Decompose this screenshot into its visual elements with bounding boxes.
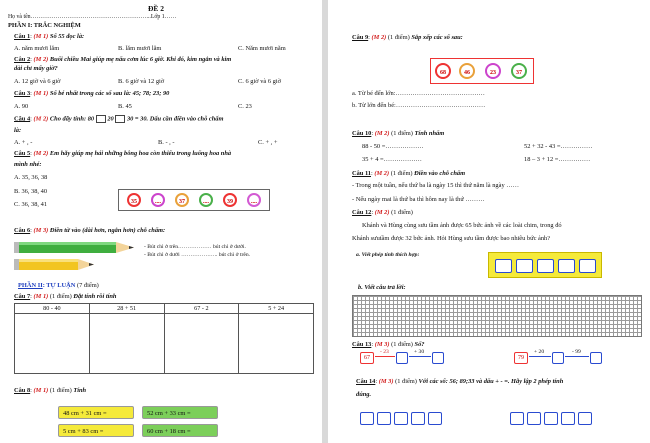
q13-answer-2a[interactable] [552, 352, 564, 364]
q7-work-cell[interactable] [239, 314, 314, 374]
q4-text-part-b: 20 [107, 115, 114, 123]
q12-level: (M 2) [374, 209, 390, 216]
q7-cell: 67 - 2 [164, 304, 239, 314]
part2-points: (7 điểm) [76, 282, 99, 289]
q5-text-line2: mình nhé: [14, 161, 42, 168]
q14-text-line2: đúng. [356, 391, 372, 398]
q13-number: Câu 13 [352, 341, 372, 348]
q3-option-b[interactable]: B. 45 [118, 103, 132, 110]
q8-text: Tính [73, 387, 87, 394]
q14-text-line1: Với các số: 56; 89;33 và dấu + - =. Hãy lập 2 phép tính [418, 378, 564, 385]
q11-line1[interactable]: - Trong một tuần, nếu thứ ba là ngày 15 thì thứ năm là ngày …… [352, 182, 520, 189]
q13-answer-1b[interactable] [432, 352, 444, 364]
q13-op-2a: + 20 [534, 349, 545, 355]
q13-answer-1a[interactable] [396, 352, 408, 364]
q12-box-5[interactable] [579, 259, 596, 273]
q9-number-frame [430, 58, 534, 84]
q7-text: Đặt tính rồi tính [73, 293, 117, 300]
q6-number: Câu 6 [14, 227, 31, 234]
flower-6[interactable]: .... [247, 193, 261, 207]
part2-title: : TỰ LUẬN [42, 282, 76, 289]
q5-option-c[interactable]: C. 36, 38, 41 [14, 201, 48, 208]
q10-prompt: Câu 10: (M 2) (1 điểm) Tính nhẩm [352, 130, 445, 137]
q3-number: Câu 3 [14, 90, 31, 97]
q3-option-c[interactable]: C. 23 [238, 103, 252, 110]
arrow-right-icon [529, 356, 551, 357]
q13-points: (1 điểm) [391, 341, 413, 348]
q5-text-line1: Em hãy giúp mẹ hái những bông hoa còn thiếu trong luống hoa nhà [49, 150, 232, 157]
q1-option-a[interactable]: A. năm mươi lăm [14, 45, 60, 52]
q5-number: Câu 5 [14, 150, 31, 157]
flower-4[interactable]: .... [199, 193, 213, 207]
q1-level: (M 1) [33, 33, 49, 40]
q7-header-row [15, 304, 314, 314]
q9-circle-1: 68 [435, 63, 451, 79]
q1-prompt: Câu 1: (M 1) Số 55 đọc là: [14, 33, 85, 40]
q5-option-a[interactable]: A. 35, 36, 38 [14, 174, 48, 181]
q14-box[interactable] [411, 412, 425, 425]
q14-box[interactable] [377, 412, 391, 425]
q9-answer-a[interactable]: a. Từ bé đến lớn:…………………………………… [352, 90, 485, 97]
q12-box-2[interactable] [516, 259, 533, 273]
q4-option-b[interactable]: B. - , - [158, 139, 175, 146]
q12-number: Câu 12 [352, 209, 372, 216]
q14-box[interactable] [578, 412, 592, 425]
q14-prompt: Câu 14: (M 3) (1 điểm) Với các số: 56; 89;33 và dấu + - =. Hãy lập 2 phép tính [356, 378, 564, 385]
q9-circle-3: 23 [485, 63, 501, 79]
q11-text: Điền vào chỗ chấm [414, 170, 466, 177]
q12-box-1[interactable] [495, 259, 512, 273]
q13-start-2: 79 [514, 352, 528, 364]
q10-number: Câu 10 [352, 130, 372, 137]
q11-line2[interactable]: - Nếu ngày mai là thứ ba thì hôm nay là thứ ……… [352, 196, 485, 203]
q7-cell: 80 - 40 [15, 304, 90, 314]
q14-box[interactable] [394, 412, 408, 425]
q4-option-a[interactable]: A. + , - [14, 139, 33, 146]
q12-part-a: a. Viết phép tính thích hợp: [356, 252, 420, 258]
q9-level: (M 2) [371, 34, 387, 41]
q2-text-line2: dài chỉ mấy giờ? [14, 65, 58, 72]
q10-expr-2[interactable]: 52 + 32 - 43 =…………… [524, 143, 593, 150]
q2-level: (M 2) [33, 56, 49, 63]
q5-prompt: Câu 5: (M 2) Em hãy giúp mẹ hái những bông hoa còn thiếu trong luống hoa nhà [14, 150, 232, 157]
q12-part-b: b. Viết câu trả lời: [358, 284, 406, 291]
q8-level: (M 1) [33, 387, 49, 394]
q9-circle-2: 46 [459, 63, 475, 79]
q12-prompt: Câu 12: (M 2) (1 điểm) [352, 209, 413, 216]
q3-text: Số bé nhất trong các số sau là: 45; 78; 23; 90 [49, 90, 170, 97]
q4-prompt: Câu 4: (M 2) Cho dãy tính: 80 20 30 = 30. Dấu cần điền vào chỗ chấm [14, 115, 224, 123]
q5-option-b[interactable]: B. 36, 38, 40 [14, 188, 48, 195]
q7-work-cell[interactable] [164, 314, 239, 374]
q7-cell: 28 + 51 [89, 304, 164, 314]
q14-box[interactable] [428, 412, 442, 425]
q7-table [14, 303, 314, 374]
q6-prompt: Câu 6: (M 3) Điền từ vào (dài hơn, ngắn hơn) chỗ chấm: [14, 227, 166, 234]
q2-option-a[interactable]: A. 12 giờ và 6 giờ [14, 78, 61, 85]
q3-option-a[interactable]: A. 90 [14, 103, 29, 110]
q6-text: Điền từ vào (dài hơn, ngắn hơn) chỗ chấm: [49, 227, 166, 234]
part2-label: PHẦN II [18, 282, 43, 289]
q11-number: Câu 11 [352, 170, 371, 177]
q1-text: Số 55 đọc là: [49, 33, 85, 40]
arrow-right-icon [375, 356, 395, 357]
q12-equation-frame [488, 252, 602, 278]
q8-prompt: Câu 8: (M 1) (1 điểm) Tính [14, 387, 87, 394]
q7-level: (M 1) [33, 293, 49, 300]
q8-points: (1 điểm) [49, 387, 72, 394]
q9-answer-b[interactable]: b. Từ lớn đến bé:…………………………………… [352, 102, 486, 109]
q8-number: Câu 8 [14, 387, 31, 394]
q14-box[interactable] [510, 412, 524, 425]
q13-op-2b: - 99 [572, 349, 581, 355]
q9-points: (1 điểm) [387, 34, 410, 41]
q10-text: Tính nhẩm [414, 130, 445, 137]
q10-expr-4[interactable]: 18 – 3 + 12 =…………… [524, 156, 591, 163]
q12-box-3[interactable] [537, 259, 554, 273]
q7-prompt: Câu 7: (M 1) (1 điểm) Đặt tính rồi tính [14, 293, 117, 300]
q12-text-line2: Khánh sưutầm được 32 bức ảnh. Hỏi Hùng sưu tầm được bao nhiêu bức ảnh? [352, 235, 551, 242]
arrow-right-icon [409, 356, 431, 357]
q6-level: (M 3) [33, 227, 49, 234]
q8-expr-4[interactable]: 60 cm + 18 cm = [142, 424, 218, 437]
q9-number: Câu 9 [352, 34, 369, 41]
q8-expr-3[interactable]: 5 cm + 83 cm = [58, 424, 134, 437]
q2-option-c[interactable]: C. 6 giờ và 6 giờ [238, 78, 281, 85]
q11-prompt: Câu 11: (M 2) (1 điểm) Điền vào chỗ chấm [352, 170, 466, 177]
q4-text-line2: là: [14, 127, 22, 134]
q14-box[interactable] [360, 412, 374, 425]
flower-3: 37 [175, 193, 189, 207]
q14-box[interactable] [544, 412, 558, 425]
flower-1: 35 [127, 193, 141, 207]
q13-start-1: 67 [360, 352, 374, 364]
q8-expr-2[interactable]: 52 cm + 33 cm = [142, 406, 218, 419]
q3-level: (M 1) [33, 90, 49, 97]
q10-expr-1[interactable]: 88 - 50 =……………… [362, 143, 424, 150]
q1-option-c[interactable]: C. Năm mươi năm [238, 45, 286, 52]
q7-points: (1 điểm) [49, 293, 72, 300]
q14-box[interactable] [561, 412, 575, 425]
q12-answer-grid[interactable] [352, 295, 642, 337]
q4-option-c[interactable]: C. + , + [258, 139, 278, 146]
q4-text-part-c: 30 = 30. Dấu cần điền vào chỗ chấm [126, 115, 224, 123]
part2-heading [18, 282, 99, 289]
q5-level: (M 2) [33, 150, 49, 157]
q2-option-b[interactable]: B. 6 giờ và 12 giờ [118, 78, 165, 85]
q12-points: (1 điểm) [391, 209, 413, 216]
arrow-right-icon [565, 356, 589, 357]
q1-number: Câu 1 [14, 33, 31, 40]
flower-2[interactable]: .... [151, 193, 165, 207]
q10-points: (1 điểm) [391, 130, 413, 137]
student-info-line: Họ và tên……………………………………………………...Lớp 1…… [8, 14, 177, 20]
q13-prompt: Câu 13: (M 3) (1 điểm) Số? [352, 341, 425, 348]
q7-cell: 5 + 24 [239, 304, 314, 314]
q10-level: (M 2) [374, 130, 390, 137]
q9-text: Sắp xếp các số sau: [411, 34, 463, 41]
pencils-picture [14, 239, 138, 275]
q8-expr-1[interactable]: 48 cm + 31 cm = [58, 406, 134, 419]
q14-box[interactable] [527, 412, 541, 425]
q14-points: (1 điểm) [395, 378, 417, 385]
q4-number: Câu 4 [14, 115, 31, 123]
q6-line1[interactable]: - Bút chì ở trên……………… bút chì ở dưới. [144, 244, 246, 250]
q13-op-1b: + 30 [414, 349, 425, 355]
q11-points: (1 điểm) [390, 170, 413, 177]
exam-title: ĐỀ 2 [148, 4, 165, 13]
q1-option-b[interactable]: B. lăm mươi lăm [118, 45, 162, 52]
q7-work-row[interactable] [15, 314, 314, 374]
q2-number: Câu 2 [14, 56, 31, 63]
left-page [0, 0, 322, 443]
part1-heading: PHẦN I: TRẮC NGHIỆM [8, 22, 81, 29]
q14-level: (M 3) [378, 378, 394, 385]
q12-text-line1: Khánh và Hùng cùng sưu tầm ảnh được 65 bức ảnh về các loài chim, trong đó [362, 222, 562, 229]
q6-line2[interactable]: - Bút chì ở dưới ……………….. bút chì ở trên. [144, 252, 251, 258]
q13-answer-2b[interactable] [590, 352, 602, 364]
q13-text: Số? [414, 341, 425, 348]
q4-text-part-a: Cho dãy tính: 80 [49, 115, 95, 123]
q9-prompt: Câu 9: (M 2) (1 điểm) Sắp xếp các số sau: [352, 34, 463, 41]
flower-row [118, 189, 270, 211]
q7-work-cell[interactable] [15, 314, 90, 374]
q2-prompt: Câu 2: (M 2) Buổi chiều Mai giúp mẹ nấu cơm lúc 6 giờ. Khi đó, kim ngắn và kim [14, 56, 232, 63]
q11-level: (M 2) [374, 170, 390, 177]
q14-number: Câu 14 [356, 378, 376, 385]
q10-expr-3[interactable]: 35 + 4 =……………… [362, 156, 422, 163]
q7-work-cell[interactable] [89, 314, 164, 374]
q4-blank-2[interactable] [115, 115, 125, 123]
q12-box-4[interactable] [558, 259, 575, 273]
q4-blank-1[interactable] [96, 115, 106, 123]
q7-number: Câu 7 [14, 293, 31, 300]
q9-circle-4: 37 [511, 63, 527, 79]
q13-level: (M 3) [374, 341, 390, 348]
q3-prompt: Câu 3: (M 1) Số bé nhất trong các số sau là: 45; 78; 23; 90 [14, 90, 170, 97]
q4-level: (M 2) [33, 115, 49, 123]
flower-5: 39 [223, 193, 237, 207]
q13-op-1a: - 23 [380, 349, 389, 355]
q2-text-line1: Buổi chiều Mai giúp mẹ nấu cơm lúc 6 giờ. Khi đó, kim ngắn và kim [49, 56, 232, 63]
right-page [328, 0, 650, 443]
